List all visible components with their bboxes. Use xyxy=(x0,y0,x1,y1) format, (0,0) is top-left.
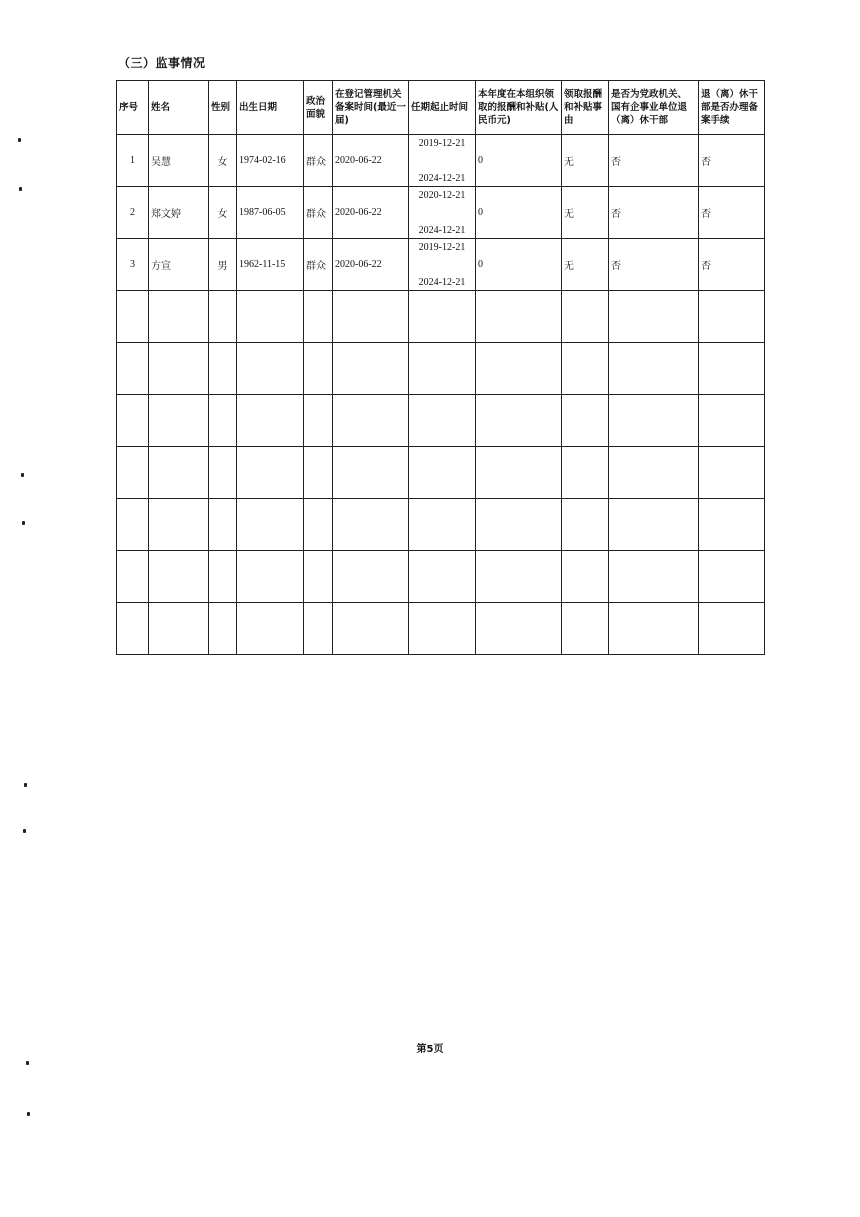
empty-cell xyxy=(476,343,562,395)
cell-index: 2 xyxy=(117,187,149,239)
empty-cell xyxy=(409,343,476,395)
empty-cell xyxy=(333,551,409,603)
cell-filing-date: 2020-06-22 xyxy=(333,135,409,187)
table-row xyxy=(117,135,765,187)
cell-gender: 女 xyxy=(209,135,237,187)
empty-cell xyxy=(409,499,476,551)
empty-cell xyxy=(699,603,765,655)
cell-political-status: 群众 xyxy=(304,135,333,187)
cell-name: 郑文婷 xyxy=(149,187,209,239)
empty-cell xyxy=(333,343,409,395)
empty-cell xyxy=(149,343,209,395)
empty-cell xyxy=(237,395,304,447)
empty-cell xyxy=(237,551,304,603)
header-political-status: 政治面貌 xyxy=(304,81,333,135)
empty-cell xyxy=(237,291,304,343)
empty-cell xyxy=(562,551,609,603)
empty-cell xyxy=(699,291,765,343)
empty-cell xyxy=(304,499,333,551)
term-start: 2019-12-21 xyxy=(418,137,466,149)
table-row xyxy=(117,239,765,291)
cell-index: 3 xyxy=(117,239,149,291)
empty-cell xyxy=(209,291,237,343)
empty-cell xyxy=(209,603,237,655)
scan-speck xyxy=(21,473,24,477)
empty-cell xyxy=(149,291,209,343)
empty-cell xyxy=(699,343,765,395)
term-start: 2019-12-21 xyxy=(418,241,466,253)
cell-compensation: 0 xyxy=(476,239,562,291)
scan-speck xyxy=(19,187,22,191)
table-row-empty xyxy=(117,291,765,343)
cell-retired-filed: 否 xyxy=(699,239,765,291)
scan-speck xyxy=(18,138,21,142)
empty-cell xyxy=(237,499,304,551)
cell-birth-date: 1987-06-05 xyxy=(237,187,304,239)
cell-retired-filed: 否 xyxy=(699,187,765,239)
term-end: 2024-12-21 xyxy=(418,224,466,236)
empty-cell xyxy=(237,343,304,395)
empty-cell xyxy=(609,291,699,343)
empty-cell xyxy=(609,447,699,499)
empty-cell xyxy=(409,603,476,655)
table-row xyxy=(117,187,765,239)
header-compensation: 本年度在本组织领取的报酬和补贴(人民币元) xyxy=(476,81,562,135)
header-name: 姓名 xyxy=(149,81,209,135)
empty-cell xyxy=(476,499,562,551)
scan-speck xyxy=(27,1112,30,1116)
empty-cell xyxy=(333,603,409,655)
cell-is-retired-cadre: 否 xyxy=(609,239,699,291)
table-row-empty xyxy=(117,603,765,655)
header-gender: 性别 xyxy=(209,81,237,135)
empty-cell xyxy=(409,551,476,603)
empty-cell xyxy=(333,447,409,499)
empty-cell xyxy=(409,447,476,499)
cell-birth-date: 1974-02-16 xyxy=(237,135,304,187)
cell-term xyxy=(409,239,476,291)
header-term: 任期起止时间 xyxy=(409,81,476,135)
empty-cell xyxy=(333,499,409,551)
cell-political-status: 群众 xyxy=(304,187,333,239)
header-is-retired-cadre: 是否为党政机关、国有企事业单位退（离）休干部 xyxy=(609,81,699,135)
header-compensation-reason: 领取报酬和补贴事由 xyxy=(562,81,609,135)
table-row-empty xyxy=(117,447,765,499)
cell-name: 方宣 xyxy=(149,239,209,291)
cell-index: 1 xyxy=(117,135,149,187)
header-birth-date: 出生日期 xyxy=(237,81,304,135)
empty-cell xyxy=(304,551,333,603)
table-body xyxy=(117,135,765,655)
empty-cell xyxy=(699,395,765,447)
cell-name: 吴慧 xyxy=(149,135,209,187)
table-row-empty xyxy=(117,499,765,551)
empty-cell xyxy=(117,395,149,447)
term-end: 2024-12-21 xyxy=(418,276,466,288)
empty-cell xyxy=(209,395,237,447)
empty-cell xyxy=(149,447,209,499)
empty-cell xyxy=(149,551,209,603)
scan-speck xyxy=(23,829,26,833)
empty-cell xyxy=(609,395,699,447)
empty-cell xyxy=(562,395,609,447)
empty-cell xyxy=(609,343,699,395)
empty-cell xyxy=(304,343,333,395)
cell-is-retired-cadre: 否 xyxy=(609,135,699,187)
empty-cell xyxy=(409,395,476,447)
cell-term xyxy=(409,135,476,187)
empty-cell xyxy=(333,395,409,447)
empty-cell xyxy=(562,603,609,655)
cell-compensation: 0 xyxy=(476,135,562,187)
cell-compensation-reason: 无 xyxy=(562,187,609,239)
empty-cell xyxy=(562,499,609,551)
empty-cell xyxy=(304,395,333,447)
empty-cell xyxy=(304,291,333,343)
empty-cell xyxy=(209,343,237,395)
empty-cell xyxy=(149,603,209,655)
empty-cell xyxy=(562,447,609,499)
empty-cell xyxy=(609,603,699,655)
scan-speck xyxy=(24,783,27,787)
term-start: 2020-12-21 xyxy=(418,189,466,201)
empty-cell xyxy=(209,447,237,499)
supervisors-table xyxy=(116,80,765,655)
empty-cell xyxy=(149,395,209,447)
header-index: 序号 xyxy=(117,81,149,135)
empty-cell xyxy=(609,551,699,603)
empty-cell xyxy=(304,603,333,655)
empty-cell xyxy=(562,291,609,343)
cell-gender: 女 xyxy=(209,187,237,239)
empty-cell xyxy=(476,603,562,655)
empty-cell xyxy=(699,447,765,499)
empty-cell xyxy=(699,551,765,603)
empty-cell xyxy=(209,551,237,603)
cell-compensation: 0 xyxy=(476,187,562,239)
empty-cell xyxy=(117,551,149,603)
page-number: 第5页 xyxy=(416,1044,444,1055)
empty-cell xyxy=(117,343,149,395)
cell-retired-filed: 否 xyxy=(699,135,765,187)
empty-cell xyxy=(117,499,149,551)
scan-speck xyxy=(22,521,25,525)
empty-cell xyxy=(476,291,562,343)
empty-cell xyxy=(149,499,209,551)
cell-political-status: 群众 xyxy=(304,239,333,291)
cell-is-retired-cadre: 否 xyxy=(609,187,699,239)
empty-cell xyxy=(304,447,333,499)
cell-filing-date: 2020-06-22 xyxy=(333,187,409,239)
empty-cell xyxy=(699,499,765,551)
header-filing-date: 在登记管理机关备案时间(最近一届) xyxy=(333,81,409,135)
term-end: 2024-12-21 xyxy=(418,172,466,184)
empty-cell xyxy=(409,291,476,343)
table-row-empty xyxy=(117,551,765,603)
empty-cell xyxy=(237,447,304,499)
empty-cell xyxy=(476,551,562,603)
empty-cell xyxy=(117,603,149,655)
cell-gender: 男 xyxy=(209,239,237,291)
table-row-empty xyxy=(117,395,765,447)
table-header-row xyxy=(117,81,765,135)
empty-cell xyxy=(476,447,562,499)
empty-cell xyxy=(609,499,699,551)
empty-cell xyxy=(209,499,237,551)
cell-compensation-reason: 无 xyxy=(562,239,609,291)
empty-cell xyxy=(237,603,304,655)
empty-cell xyxy=(333,291,409,343)
empty-cell xyxy=(117,447,149,499)
section-title: （三）监事情况 xyxy=(118,56,206,70)
empty-cell xyxy=(562,343,609,395)
empty-cell xyxy=(476,395,562,447)
scan-speck xyxy=(26,1061,29,1065)
cell-filing-date: 2020-06-22 xyxy=(333,239,409,291)
cell-birth-date: 1962-11-15 xyxy=(237,239,304,291)
empty-cell xyxy=(117,291,149,343)
table-row-empty xyxy=(117,343,765,395)
header-retired-filed: 退（离）休干部是否办理备案手续 xyxy=(699,81,765,135)
cell-term xyxy=(409,187,476,239)
cell-compensation-reason: 无 xyxy=(562,135,609,187)
